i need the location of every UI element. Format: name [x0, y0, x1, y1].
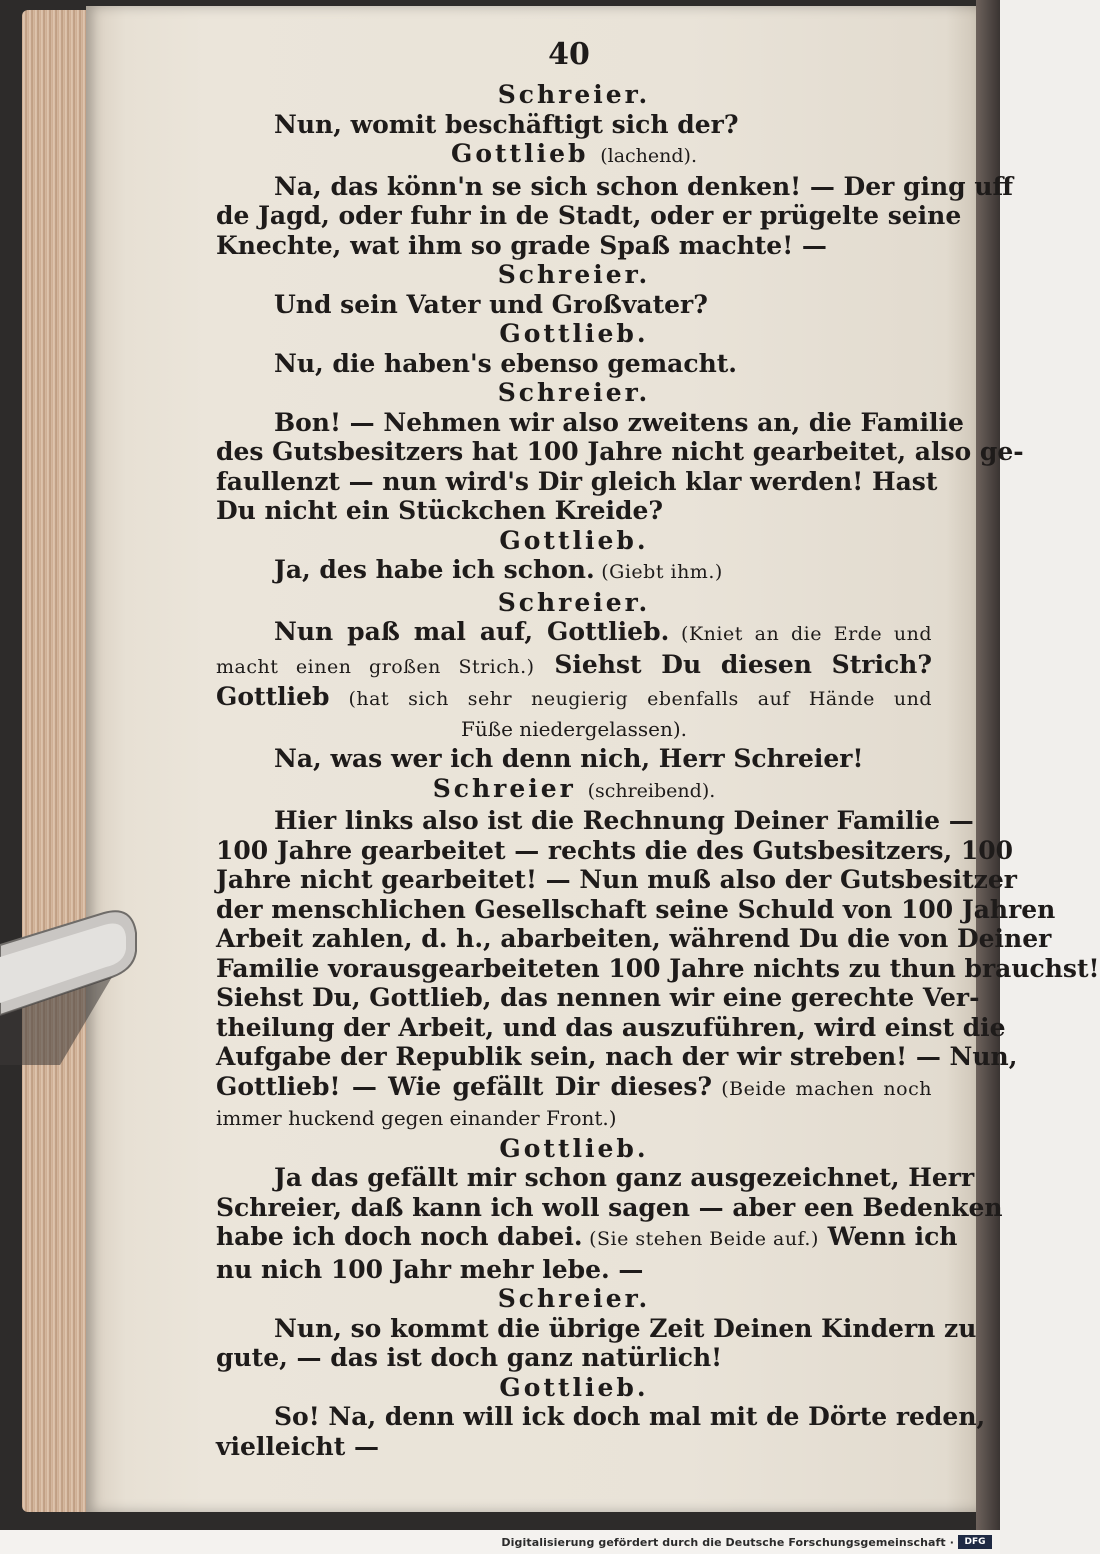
line-text: Siehst Du diesen Strich?	[534, 649, 932, 679]
speaker-name	[216, 1373, 932, 1403]
speaker-label: Schreier.	[497, 80, 651, 109]
line-text: 100 Jahre gearbeitet — rechts die des Gutsbesitzers, 100	[216, 835, 1014, 865]
line-text: faullenzt — nun wird's Dir gleich klar werden! Hast	[216, 466, 938, 496]
speaker-label: Gottlieb.	[499, 1372, 649, 1402]
text-line	[216, 1402, 986, 1432]
speaker-name	[216, 1134, 932, 1164]
speaker-name	[216, 378, 932, 408]
text-line	[216, 650, 932, 683]
book-binding-shadow	[976, 0, 1000, 1530]
line-text: nu nich 100 Jahr mehr lebe. —	[216, 1254, 644, 1284]
speaker-name	[216, 774, 932, 807]
text-line	[216, 1432, 932, 1462]
line-text: Na, was wer ich denn nich, Herr Schreier!	[274, 744, 864, 773]
speaker-name	[216, 139, 932, 172]
speaker-label: Schreier.	[497, 587, 651, 617]
stage-direction: (Sie stehen Beide auf.)	[582, 1228, 819, 1250]
clip-shadow-icon	[0, 905, 150, 1065]
text-line	[216, 231, 932, 261]
speaker-label: Gottlieb.	[499, 319, 649, 348]
text-line	[216, 835, 1014, 866]
speaker-label: Schreier.	[497, 260, 651, 289]
page-content	[216, 30, 1100, 1461]
line-text: gute, — das ist doch ganz natürlich!	[216, 1343, 723, 1372]
speaker-name	[216, 1284, 932, 1314]
speaker-name	[216, 80, 932, 110]
text-line	[216, 617, 932, 650]
footer-bar	[0, 1530, 1000, 1554]
text-line	[216, 1192, 1003, 1223]
speaker-label: Schreier.	[497, 378, 651, 407]
text-line	[216, 1313, 977, 1344]
text-line	[216, 953, 1100, 984]
text-line	[216, 466, 938, 497]
line-text: Nun, womit beschäftigt sich der?	[274, 109, 739, 139]
line-text: theilung der Arbeit, und das auszuführen, wird einst die	[216, 1012, 1006, 1042]
speaker-label: Schreier.	[497, 1284, 651, 1313]
stage-direction: (hat sich sehr neugierig ebenfalls auf Hände und	[329, 688, 932, 710]
line-text: Ja das gefällt mir schon ganz ausgezeichnet, Herr	[274, 1163, 975, 1192]
stage-direction: (Beide machen noch	[712, 1077, 932, 1100]
stage-direction: (Giebt ihm.)	[594, 561, 723, 583]
line-text: Na, das könn'n se sich schon denken! — Der ging uff	[274, 171, 1014, 201]
text-line	[216, 496, 932, 526]
speaker-name	[216, 319, 932, 349]
line-text: Siehst Du, Gottlieb, das nennen wir eine gerechte Ver-	[216, 983, 980, 1012]
text-line	[216, 806, 974, 836]
text-line	[216, 1255, 932, 1285]
text-line	[216, 201, 962, 231]
line-text: So! Na, denn will ick doch mal mit de Dörte reden,	[274, 1402, 986, 1431]
line-text: Ja, des habe ich schon.	[274, 555, 595, 584]
line-text: Nun, so kommt die übrige Zeit Deinen Kindern zu	[274, 1313, 977, 1343]
speaker-label: Gottlieb.	[499, 1133, 649, 1163]
text-line	[216, 437, 1024, 467]
line-text: de Jagd, oder fuhr in de Stadt, oder er prügelte seine	[216, 201, 962, 230]
text-lines	[216, 80, 1100, 1461]
stage-direction: macht einen großen Strich.)	[216, 655, 535, 678]
text-line	[216, 865, 1017, 895]
line-text: habe ich doch noch dabei.	[216, 1222, 583, 1251]
speaker-label: Gottlieb	[450, 139, 589, 168]
stage-direction-line	[216, 1104, 932, 1134]
text-line	[216, 1222, 958, 1255]
stage-direction: (lachend).	[600, 145, 698, 167]
stage-direction: (Kniet an die Erde und	[669, 623, 932, 645]
text-line	[216, 1042, 1018, 1072]
text-line	[216, 110, 932, 140]
line-text: vielleicht —	[216, 1431, 379, 1461]
text-line	[216, 1072, 932, 1105]
line-text: Schreier, daß kann ich woll sagen — aber een Bedenken	[216, 1192, 1003, 1222]
line-text: Und sein Vater und Großvater?	[274, 289, 708, 319]
dfg-logo-icon: DFG	[958, 1535, 992, 1549]
text-line	[216, 290, 932, 320]
line-text: Wenn ich	[818, 1222, 958, 1251]
line-text: Gottlieb	[216, 682, 330, 711]
line-text: Jahre nicht gearbeitet! — Nun muß also der Gutsbesitzer	[216, 865, 1017, 894]
text-line	[216, 924, 1052, 954]
text-line	[216, 555, 932, 588]
stage-direction: (schreibend).	[587, 779, 716, 802]
line-text: Gottlieb! — Wie gefällt Dir dieses?	[216, 1071, 713, 1101]
stage-direction-line	[216, 715, 932, 745]
text-line	[216, 1012, 1006, 1043]
digitization-credit: Digitalisierung gefördert durch die Deutsche Forschungsgemeinschaft ·	[501, 1536, 954, 1549]
speaker-name	[216, 588, 932, 618]
text-line	[216, 1343, 932, 1373]
text-line	[216, 1163, 975, 1193]
line-text: Nu, die haben's ebenso gemacht.	[274, 348, 738, 378]
line-text: Du nicht ein Stückchen Kreide?	[216, 496, 664, 525]
speaker-name	[216, 260, 932, 290]
text-line	[216, 171, 1014, 202]
line-text: Nun paß mal auf, Gottlieb.	[274, 617, 670, 646]
text-line	[216, 983, 980, 1013]
speaker-label: Gottlieb.	[499, 525, 649, 555]
stage-direction: Füße niedergelassen).	[461, 716, 687, 741]
line-text: der menschlichen Gesellschaft seine Schuld von 100 Jahren	[216, 894, 1056, 924]
text-line	[216, 894, 1056, 925]
line-text: des Gutsbesitzers hat 100 Jahre nicht gearbeitet, also ge-	[216, 437, 1024, 466]
speaker-name	[216, 526, 932, 556]
text-line	[216, 407, 964, 438]
line-text: Hier links also ist die Rechnung Deiner Familie —	[274, 806, 974, 835]
page-number: 40	[548, 37, 590, 72]
line-text: Knechte, wat ihm so grade Spaß machte! —	[216, 230, 827, 260]
speaker-label: Schreier	[432, 773, 576, 803]
text-line	[216, 744, 932, 774]
text-line	[216, 349, 932, 379]
line-text: Arbeit zahlen, d. h., abarbeiten, während Du die von Deiner	[216, 924, 1052, 953]
text-line	[216, 682, 932, 715]
line-text: Bon! — Nehmen wir also zweitens an, die Familie	[274, 407, 964, 437]
line-text: Aufgabe der Republik sein, nach der wir streben! — Nun,	[216, 1042, 1018, 1071]
stage-direction: immer huckend gegen einander Front.)	[216, 1106, 617, 1130]
line-text: Familie vorausgearbeiteten 100 Jahre nichts zu thun brauchst!	[216, 953, 1100, 983]
